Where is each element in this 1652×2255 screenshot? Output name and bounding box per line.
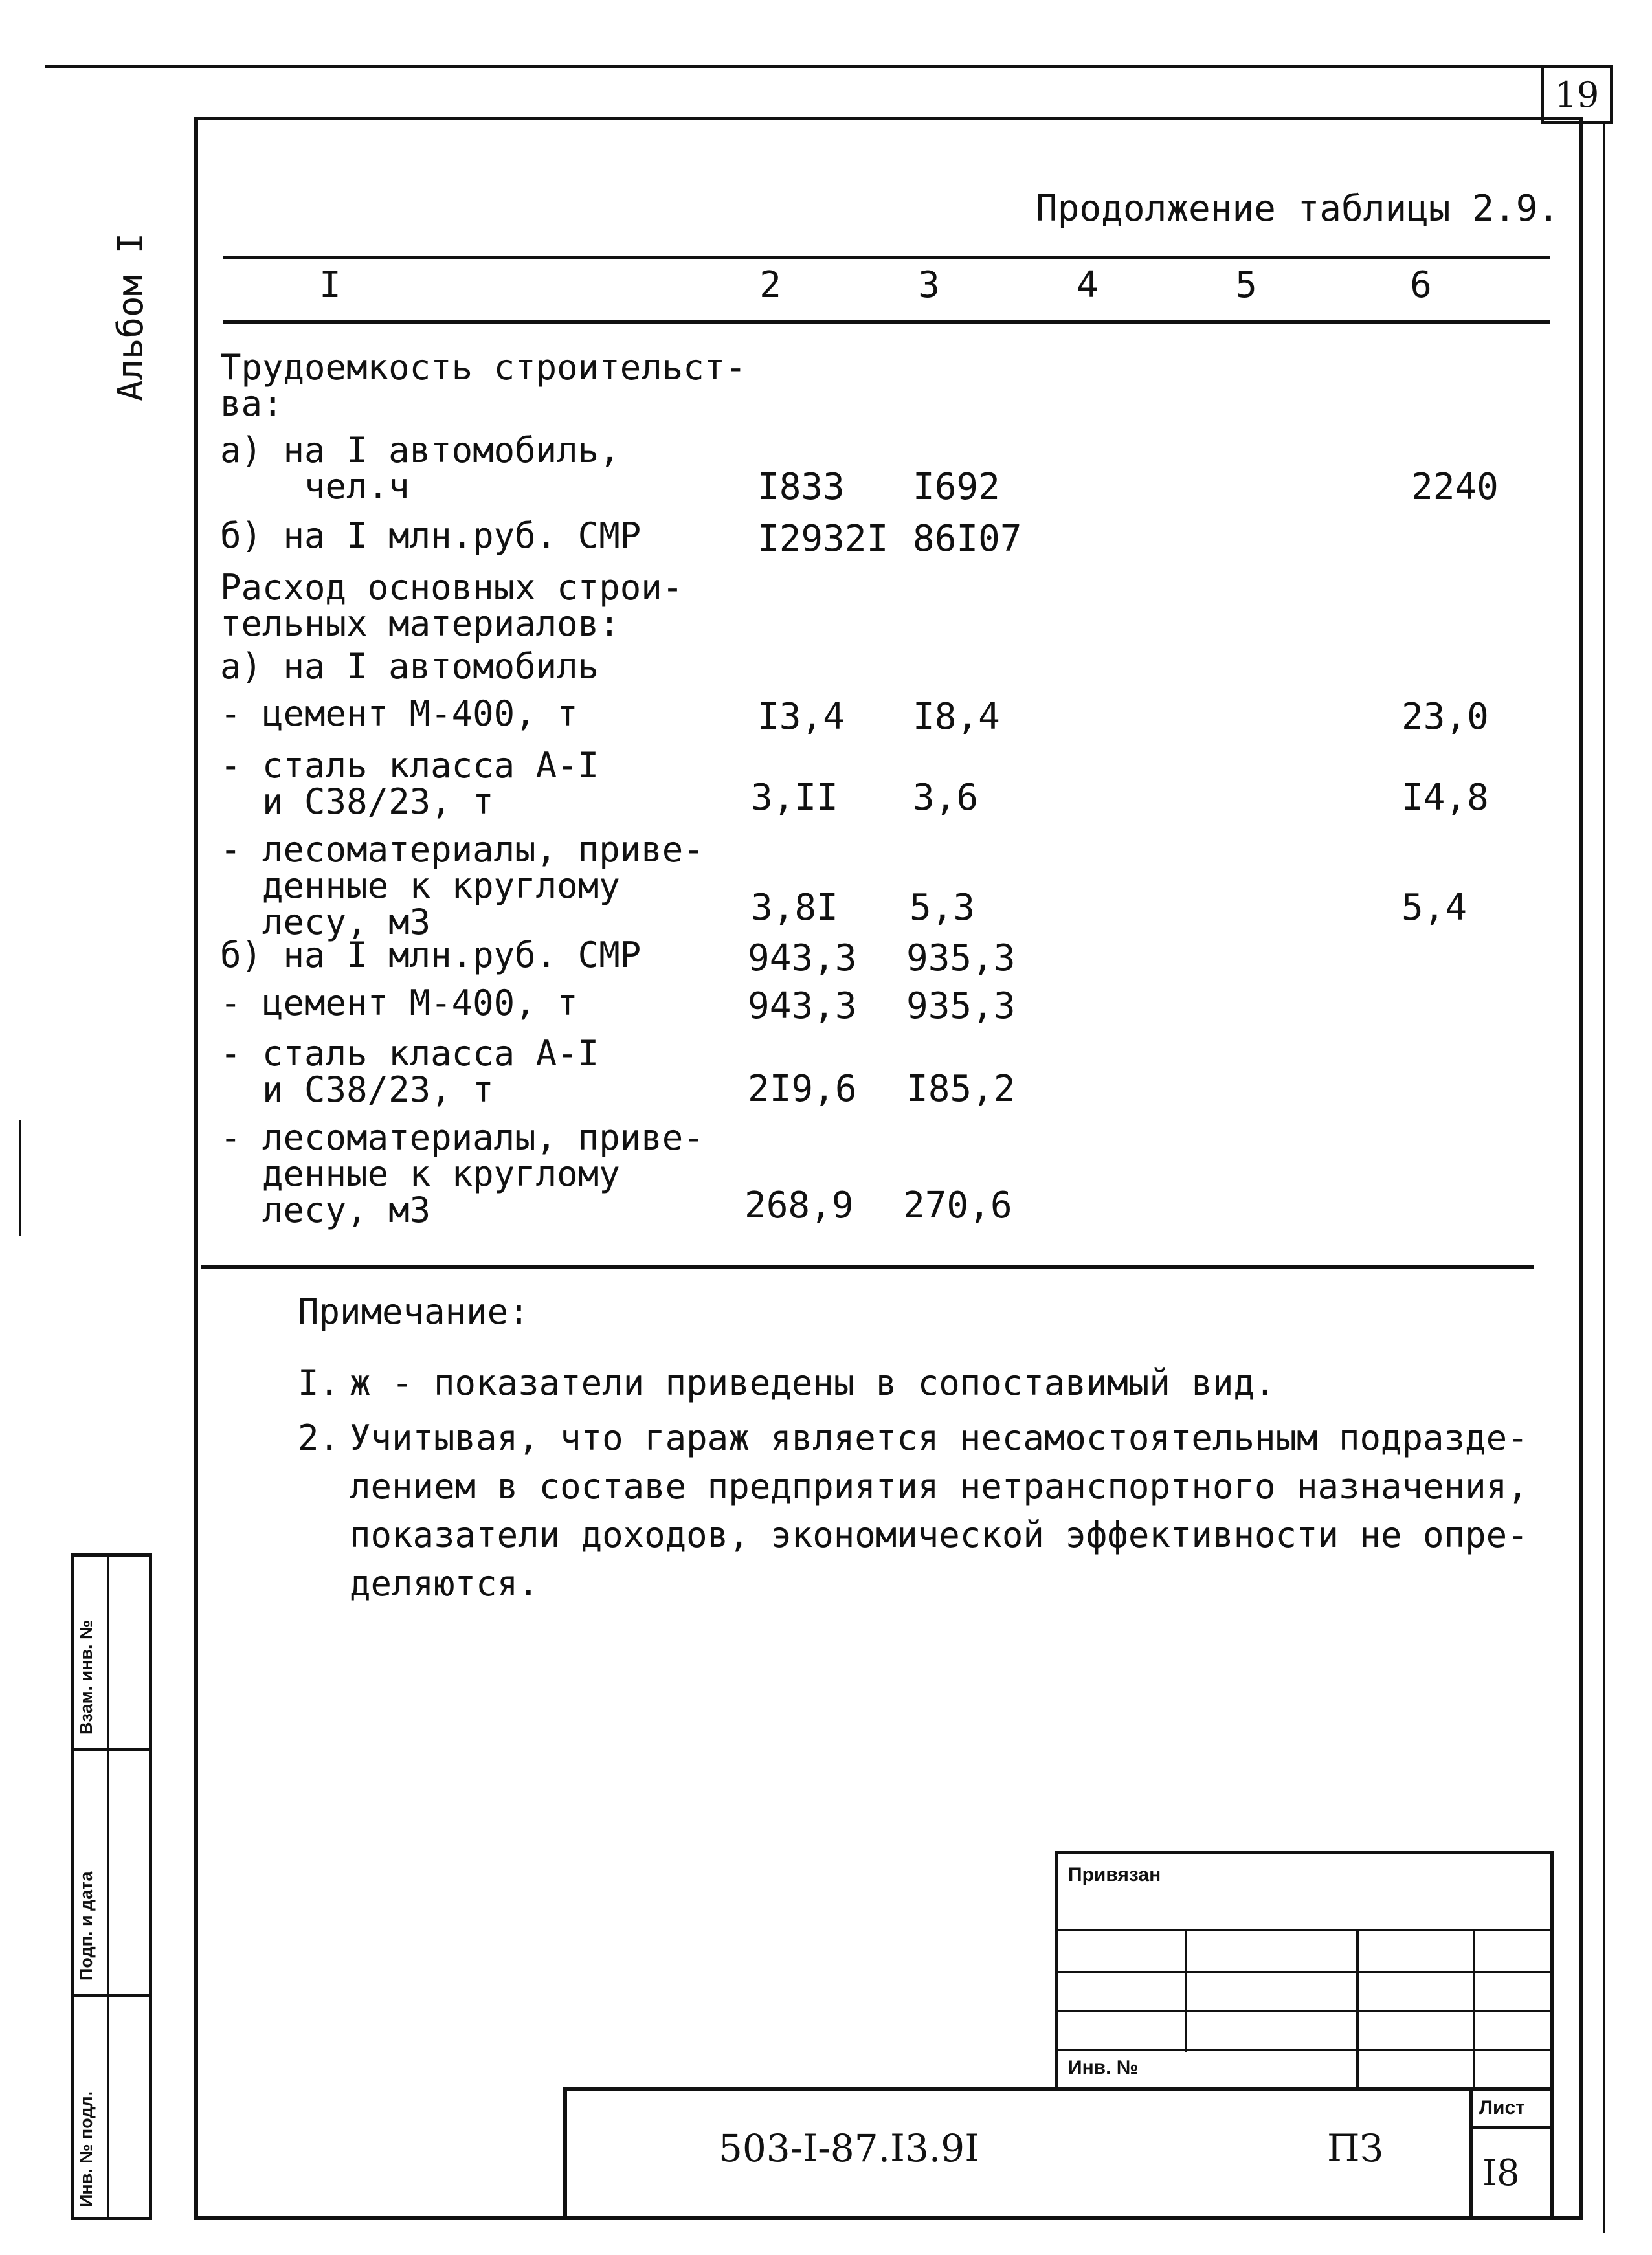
row-value-col3: 3,6 [913,777,979,819]
sheet-cell-border [1469,2087,1473,2220]
row-value-col3: 5,3 [910,887,976,929]
row-label: а) на I автомобиль [220,646,599,687]
privyazan-label: Привязан [1068,1864,1161,1885]
note-item-line: лением в составе предприятия нетранспортного назначения, [350,1466,1528,1507]
note-item-line: ж - показатели приведены в сопоставимый вид. [350,1362,1276,1403]
privyazan-col-line [1356,1929,1359,2091]
vzam-inv-label: Взам. инв. № [76,1619,96,1735]
podp-data-label: Подп. и дата [76,1871,96,1981]
column-header-2: 2 [759,264,781,306]
document-type: ПЗ [1327,2126,1383,2170]
table-bottom-rule [201,1265,1534,1269]
row-value-col6: 5,4 [1401,887,1468,929]
row-value-col2: 943,3 [748,985,857,1027]
row-value-col6: 23,0 [1401,696,1489,738]
row-value-col3: 86I07 [913,518,1022,560]
left-edge-line [19,1120,21,1236]
document-code: 503-I-87.I3.9I [719,2126,980,2170]
row-label: - цемент М-400, т [220,983,578,1023]
column-header-6: 6 [1410,264,1432,306]
note-item-number: I. [298,1362,340,1403]
row-value-col3: 935,3 [906,985,1016,1027]
row-value-col3: I692 [913,466,1000,508]
row-value-col2: I833 [757,466,845,508]
privyazan-row-line [1055,1971,1554,1973]
row-value-col3: 935,3 [906,937,1016,979]
row-value-col3: I8,4 [913,696,1000,738]
row-value-col2: 943,3 [748,937,857,979]
row-value-col2: 3,II [751,777,838,819]
sheet-number: I8 [1482,2152,1520,2194]
continuation-title: Продолжение таблицы 2.9. [1036,188,1560,230]
row-label: б) на I млн.руб. СМР [220,935,642,975]
row-value-col2: 3,8I [751,887,838,929]
side-stamp-divider [71,1748,152,1751]
column-header-4: 4 [1077,264,1099,306]
row-value-col6: I4,8 [1401,777,1489,819]
privyazan-col-line [1473,1929,1475,2091]
row-label: - сталь класса А-I и С38/23, т [220,1033,599,1110]
inv-no-label: Инв. № [1068,2057,1139,2078]
column-header-5: 5 [1235,264,1257,306]
row-label: - лесоматериалы, приве- денные к круглому лесу, м3 [220,829,704,942]
title-block [563,2087,1554,2220]
note-item-line: показатели доходов, экономической эффективности не опре- [350,1515,1528,1555]
note-item-line: Учитывая, что гараж является несамостоятельным подразде- [350,1417,1528,1458]
row-label: - лесоматериалы, приве- денные к круглому лесу, м3 [220,1117,704,1230]
sheet-cell-border [1469,2126,1554,2129]
column-header-1: I [319,264,341,306]
row-label: б) на I млн.руб. СМР [220,515,642,556]
row-value-col3: 270,6 [903,1184,1012,1227]
row-value-col2: 268,9 [744,1184,854,1227]
privyazan-row-line [1055,1929,1554,1931]
right-edge-line [1603,123,1605,2233]
note-item-number: 2. [298,1417,340,1458]
sheet-label: Лист [1479,2097,1525,2118]
side-stamp-divider [71,1994,152,1997]
side-stamp-divider [107,1553,109,2220]
row-label: - цемент М-400, т [220,693,578,734]
row-value-col6: 2240 [1411,466,1499,508]
column-header-3: 3 [918,264,940,306]
row-value-col2: 2I9,6 [748,1068,857,1110]
inv-podl-label: Инв. № подл. [76,2091,96,2207]
privyazan-row-line [1055,2010,1554,2012]
note-title: Примечание: [298,1291,530,1332]
note-item-line: деляются. [350,1563,539,1604]
table-top-rule [223,256,1550,259]
outer-frame-top-line [45,65,1547,68]
row-value-col3: I85,2 [906,1068,1016,1110]
table-header-rule [223,320,1550,324]
row-label: Расход основных строи- тельных материалов: [220,567,684,644]
row-value-col2: I3,4 [757,696,845,738]
row-label: Трудоемкость строительст- ва: [220,347,746,424]
row-label: - сталь класса А-I и С38/23, т [220,745,599,822]
album-label: Альбом I [110,232,151,401]
page-number: 19 [1541,65,1613,124]
privyazan-col-line [1185,1929,1187,2052]
row-label: а) на I автомобиль, чел.ч [220,430,620,507]
row-value-col2: I2932I [757,518,889,560]
privyazan-row-line [1055,2049,1554,2051]
